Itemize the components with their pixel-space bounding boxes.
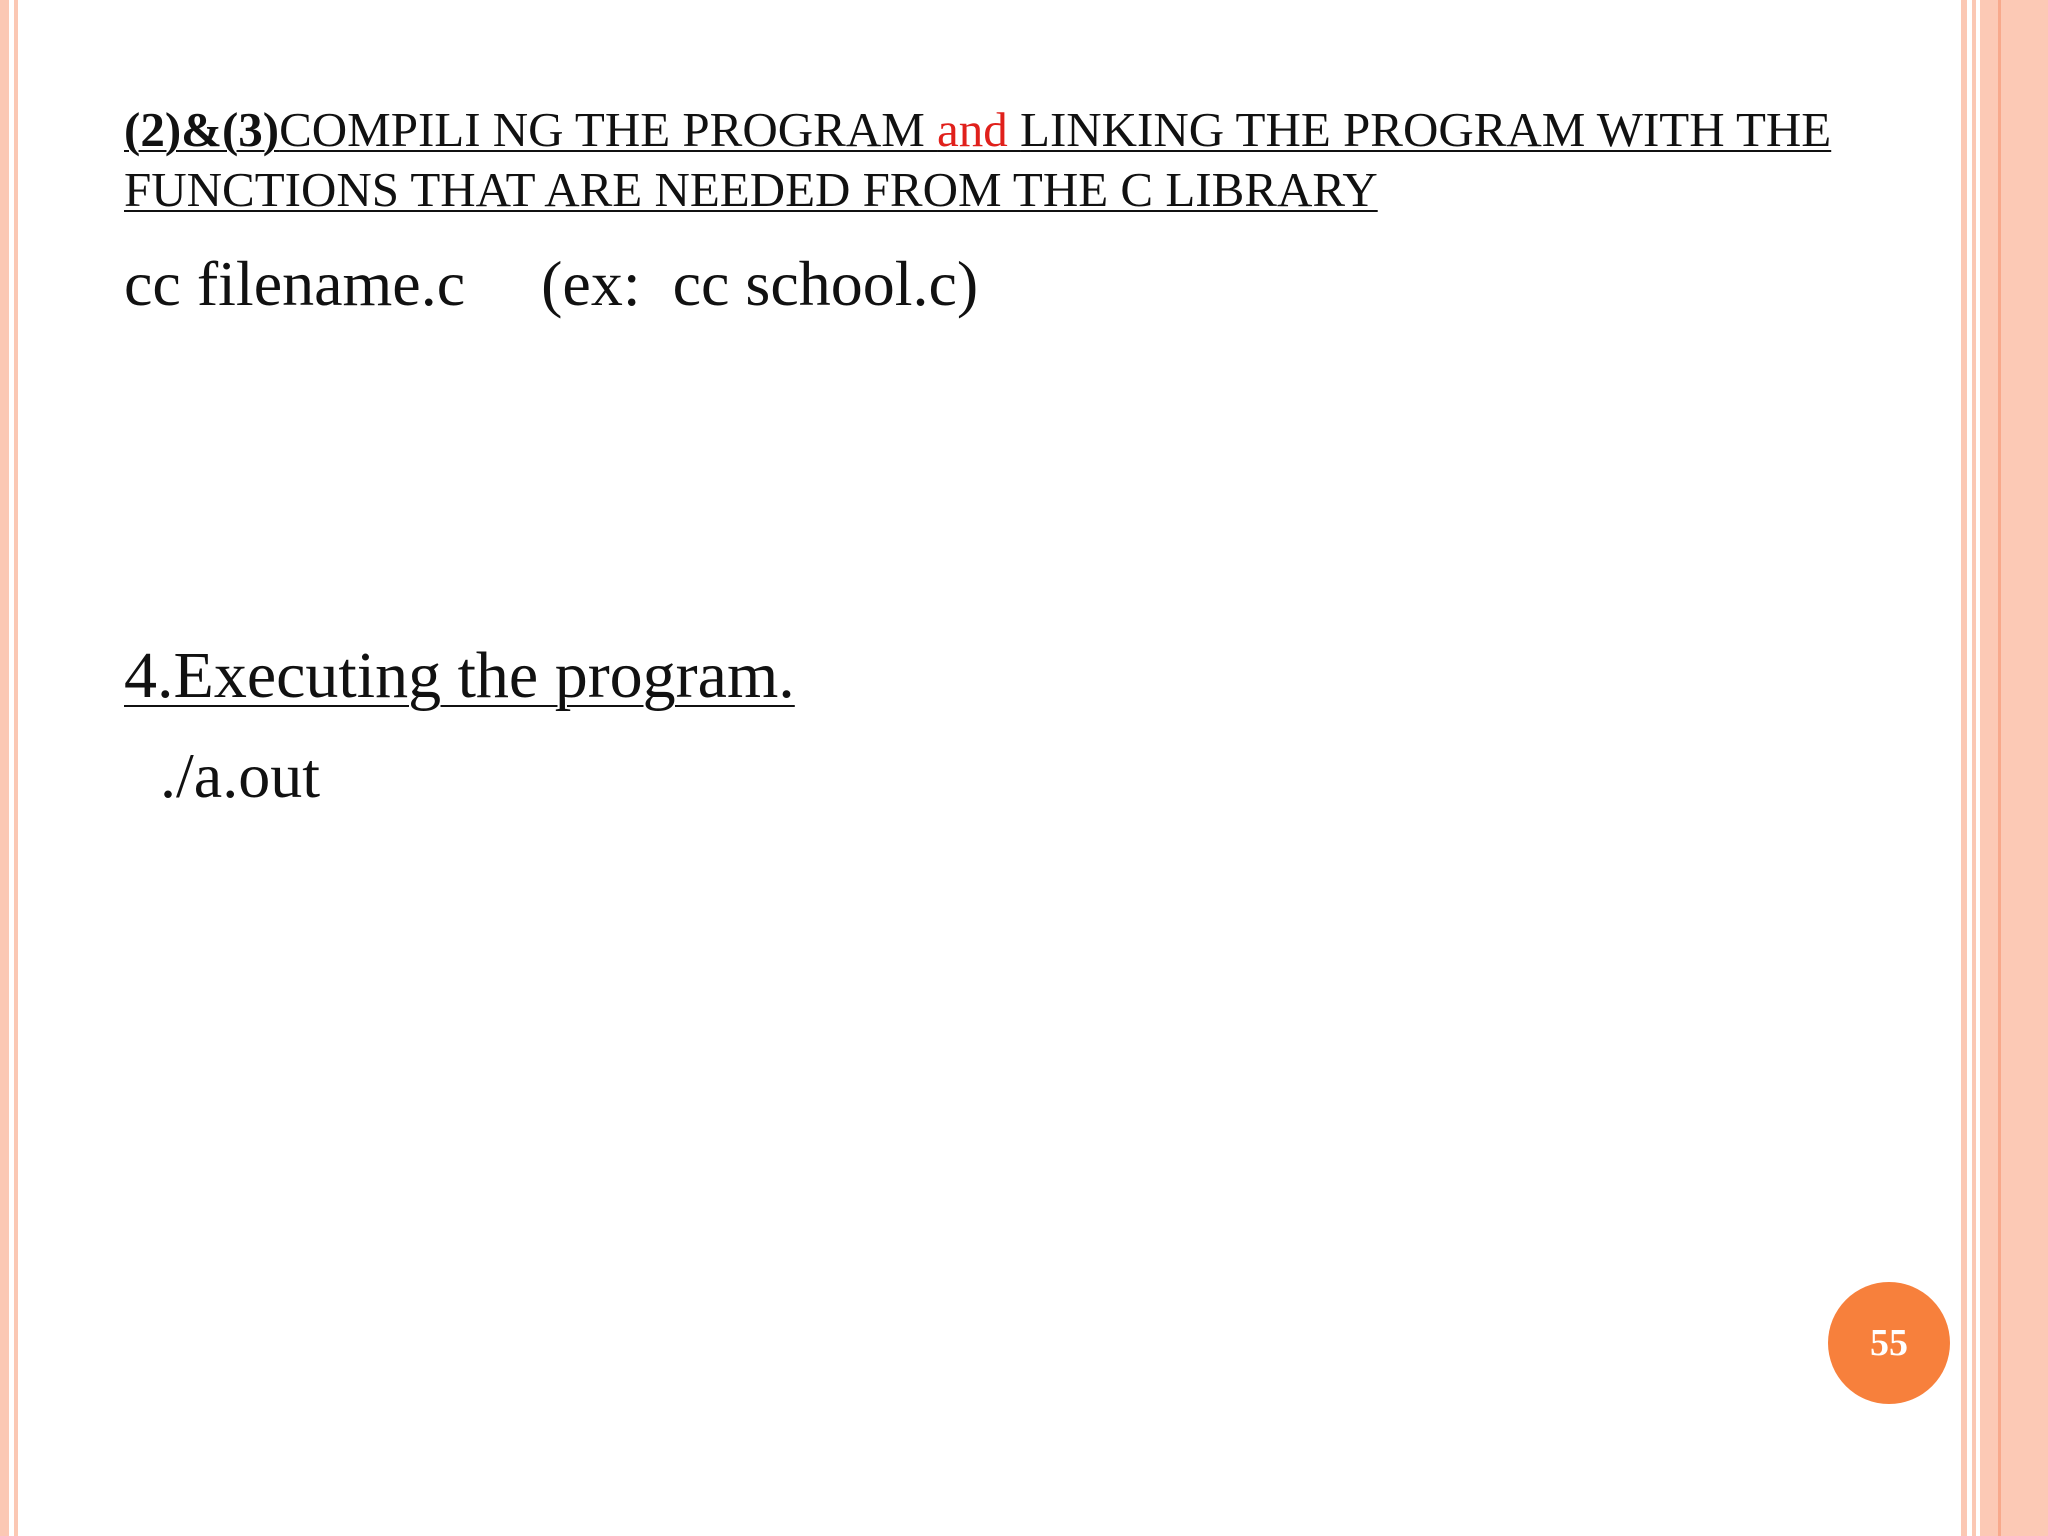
left-border-inner-rule: [14, 0, 18, 1536]
left-border-rule: [0, 0, 9, 1536]
page-number-badge: 55: [1828, 1282, 1950, 1404]
heading-and-word: and: [937, 102, 1021, 157]
right-border-rule: [1961, 0, 1967, 1536]
compile-command: cc filename.c: [124, 248, 466, 319]
heading-step-prefix: (2)&(3): [124, 102, 280, 157]
heading-link-text: LINKING THE PROGRAM WITH THE FUNCTIONS THAT ARE NEEDED FROM THE C LIBRARY: [124, 102, 1832, 217]
right-border-inner-rule: [1972, 0, 1976, 1536]
execute-command: ./a.out: [160, 740, 320, 811]
heading-compile-text: COMPILI NG THE PROGRAM: [279, 102, 938, 157]
execute-heading: 4.Executing the program.: [124, 639, 795, 712]
slide-heading: [124, 100, 1944, 220]
compile-command-line: [124, 244, 978, 324]
compile-example: (ex: cc school.c): [541, 248, 979, 319]
right-border-band-line: [1998, 0, 2001, 1536]
right-border-band: [1980, 0, 2048, 1536]
